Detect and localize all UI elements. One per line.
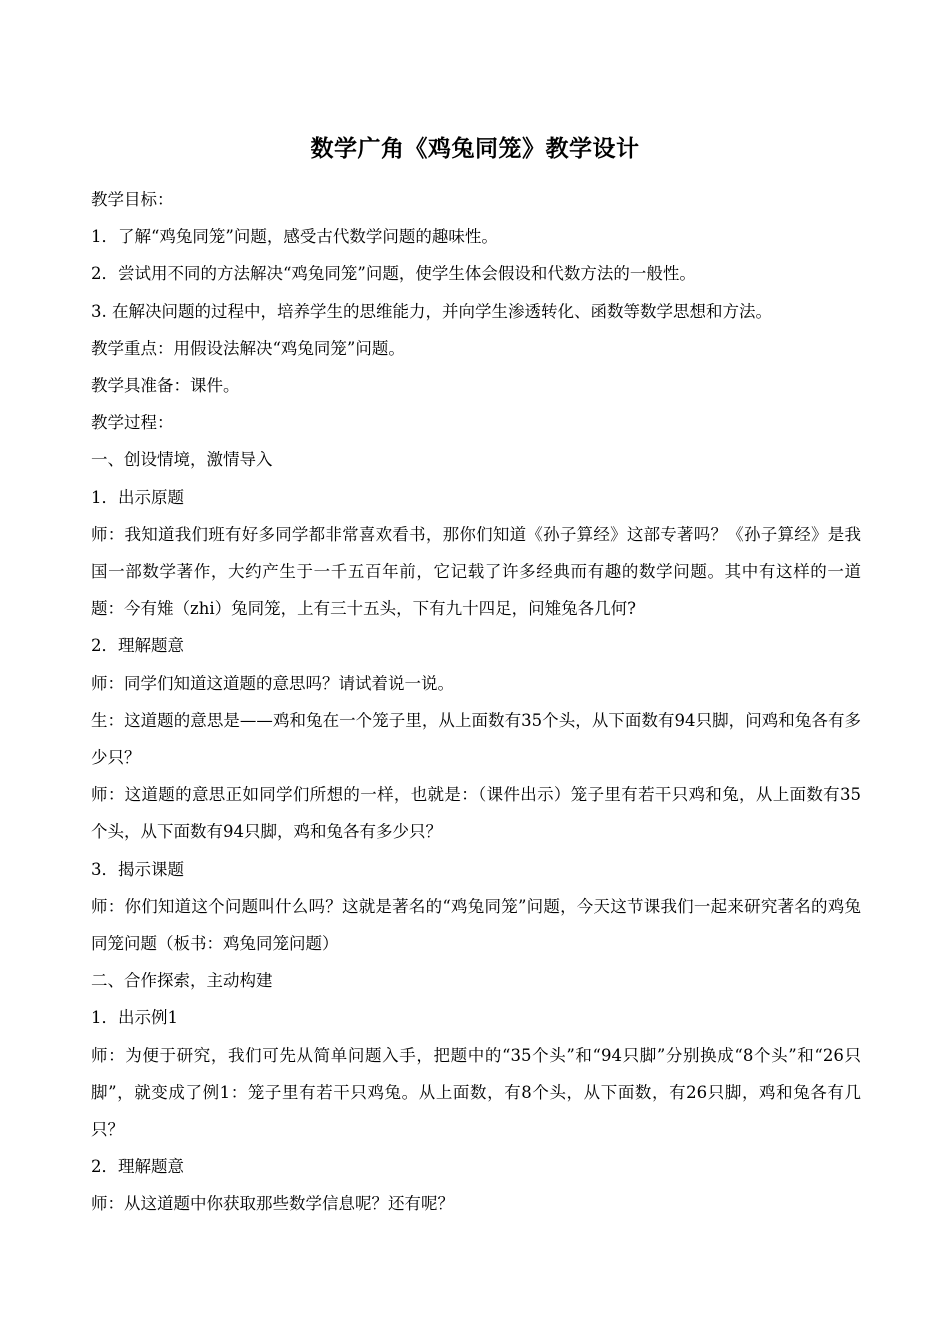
paragraph-objectives-heading: 教学目标： bbox=[91, 190, 174, 209]
paragraph-objective-3: 3. 在解决问题的过程中，培养学生的思维能力，并向学生渗透转化、函数等数学思想和方法。 bbox=[91, 301, 772, 321]
paragraph-teacher-example: 师：为便于研究，我们可先从简单问题入手，把题中的“35个头”和“94只脚”分别换成“8个头”和“26只脚”，就变成了例1：笼子里有若干只鸡兔。从上面数，有8个头，从下面数，有26只脚，鸡和兔各有几只？ bbox=[91, 1045, 861, 1140]
paragraph-process-heading: 教学过程： bbox=[91, 413, 174, 433]
paragraph-key-point: 教学重点：用假设法解决“鸡兔同笼”问题。 bbox=[91, 338, 405, 358]
subheading-understand-1: 2．理解题意 bbox=[91, 636, 184, 656]
paragraph-teacher-summary: 师：这道题的意思正如同学们所想的一样，也就是：（课件出示）笼子里有若干只鸡和兔，从上面数有35个头，从下面数有94只脚，鸡和兔各有多少只？ bbox=[91, 785, 861, 842]
document-title: 数学广角《鸡兔同笼》教学设计 bbox=[310, 135, 640, 162]
paragraph-teacher-info: 师：从这道题中你获取那些数学信息呢？还有呢？ bbox=[91, 1194, 454, 1214]
subheading-reveal-topic: 3．揭示课题 bbox=[91, 859, 184, 879]
subheading-understand-2: 2．理解题意 bbox=[91, 1157, 184, 1177]
paragraph-student-answer: 生：这道题的意思是——鸡和兔在一个笼子里，从上面数有35个头，从下面数有94只脚，问鸡和兔各有多少只？ bbox=[91, 710, 861, 768]
paragraph-teacher-question: 师：同学们知道这道题的意思吗？请试着说一说。 bbox=[91, 673, 454, 693]
subheading-show-original: 1．出示原题 bbox=[91, 487, 184, 507]
section-heading-1: 一、创设情境，激情导入 bbox=[91, 450, 273, 470]
subheading-example-1: 1．出示例1 bbox=[91, 1008, 178, 1028]
section-heading-2: 二、合作探索，主动构建 bbox=[91, 971, 273, 991]
paragraph-objective-2: 2．尝试用不同的方法解决“鸡兔同笼”问题，使学生体会假设和代数方法的一般性。 bbox=[91, 264, 696, 284]
document-body bbox=[91, 181, 861, 1223]
paragraph-teacher-intro: 师：我知道我们班有好多同学都非常喜欢看书，那你们知道《孙子算经》这部专著吗？《孙子算经》是我国一部数学著作，大约产生于一千五百年前，它记载了许多经典而有趣的数学问题。其中有这样的一道题：今有雉（zhi）兔同笼，上有三十五头，下有九十四足，问雉兔各几何? bbox=[91, 524, 861, 619]
paragraph-materials: 教学具准备：课件。 bbox=[91, 376, 240, 396]
paragraph-teacher-topic: 师：你们知道这个问题叫什么吗？这就是著名的“鸡兔同笼”问题，今天这节课我们一起来研究著名的鸡兔同笼问题（板书：鸡兔同笼问题） bbox=[91, 896, 861, 954]
paragraph-objective-1: 1．了解“鸡兔同笼”问题，感受古代数学问题的趣味性。 bbox=[91, 227, 498, 247]
